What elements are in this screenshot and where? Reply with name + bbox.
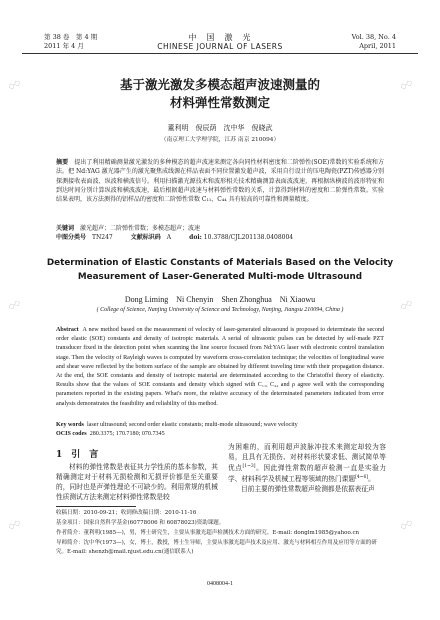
authors-cn: 董利明 倪辰荫 沈中华 倪晓武 [167,124,273,132]
authors-en: Dong Liming Ni Chenyin Shen Zhonghua Ni Xiaowu [124,295,316,304]
keywords-cn-text: 激光超声；二阶弹性常数；多模态超声；波速 [80,225,201,232]
keywords-en [56,421,298,430]
section-1-right-text-1: 为困难的，而利用超声波脉冲技术来测定却较为容易，且具有无损伤、对材料形状要求低、测试简单等优点 [228,443,386,473]
title-en-line-2: Measurement of Laser-Generated Multi-mode Ultrasound [77,272,363,282]
footnote-funding: 基金项目：国家自然科学基金(60778006 和 60878023)资助课题。 [56,520,225,526]
clc-label: 中图分类号 [56,234,87,241]
ocis-value: 280.3375; 170.7180; 070.7345 [89,431,165,437]
volume-issue-cn: 第 38 卷 第 4 期 [44,33,98,41]
section-1-number: 1 [56,450,63,460]
citation-ref-1: [1~3] [242,464,256,469]
abstract-cn [56,158,384,214]
affiliation-cn: （南京理工大学理学院，江苏 南京 210094） [160,137,280,143]
section-1-title: 引 言 [71,450,99,460]
abstract-en-label: Abstract [56,327,79,333]
background-mark: ◇◇ [6,297,22,312]
section-1-right-text-3: 。 [368,475,375,484]
keywords-cn [56,224,200,233]
footnote-advisor: 导师简介：沈中华(1973—)，女，博士，教授，博士生导师，主要从事激光超声技术及应用、激光与材料相互作用及应用等方面的研究。E-mail: shenzh@mail.njust.edu.cn(通信联系人) [56,540,377,555]
background-mark: ◇◇ [398,77,414,92]
date-cn: 2011 年 4 月 [44,42,84,50]
background-mark: ◇◇ [6,77,22,92]
footnote-received: 收稿日期：2010-09-21；收到修改稿日期：2010-11-16 [56,510,197,516]
abstract-cn-text: 提出了利用精确测量激光激发的多种模态的超声波速来测定各向同性材料密度和二阶弹性(SOE)常数的实验系统和方法。把 Nd:YAG 激光器产生的激光聚焦成线源在样品表面不同位置激发超声波，采用自行设计的压电陶瓷(PZT)传感器分别探测接收表面波、纵波和横波信号。利用扫描激光源技术和波形相关技术精确测算表面波波速，再根据纵横波的波形特征和到达时间分别计算纵波和横波波速，最后根据超声波速与材料弹性常数的关系，计算得到材料的密度和二阶弹性常数。实验结果表明，该方法测得的铝样品的密度和二阶弹性常数 C₁₁、C₄₄ 具有较高的可靠性和测量精度。 [56,159,384,204]
title-cn-line-2: 材料弹性常数测定 [169,95,270,110]
doc-code: A [166,234,172,241]
abstract-en-text: A new method based on the measurement of velocity of laser-generated ultrasound is proposed to determinate the second order elastic (SOE) constants and density of isotropic materials. A serial of ultrasonic pulses can be detected by self-made PZT transducer fixed in the detection point when scanning the line source focused from Nd:YAG laser with electronic control translation stage. Then the velocity of Rayleigh waves is computed by waveform cross-correlation technique; the velocities of longitudinal wave and shear wave reflected by the bottom surface of the sample are obtained by different traveling time with their propagation distance. At the end, the SOE constants and density of isotropic material are determinated according to the Christoffel theory of elasticity. Results show that the values of SOE constants and density which signed with C₁₁, C₄₄ and ρ agree well with the corresponding parameters reported in the existing papers. What's more, the relative accuracy of the determinated parameters indicated from error analysis demonstrates the feasibility and reliability of this method. [56,327,384,407]
section-1-right-text-4: 目前主要的弹性常数超声检测都是依据表征声 [241,485,375,494]
header-rule [22,53,418,54]
doc-code-label: 文献标识码 [130,234,161,241]
ocis-label: OCIS codes [56,431,87,437]
background-mark: ◇◇ [398,517,414,532]
keywords-cn-label: 关键词 [56,225,75,232]
ocis-codes [56,430,165,439]
title-en-line-1: Determination of Elastic Constants of Materials Based on the Velocity [46,258,394,268]
clc-code: TN247 [92,234,113,241]
footnote-rule [56,506,136,507]
section-1-right-text-2: 。因此弹性常数的超声检测一直是实验力学、材料科学及机械工程等领域的热门课题 [228,464,386,484]
affiliation-en: ( College of Science, Nanjing University of Science and Technology, Nanjing, Jiangsu 210094, China ) [96,307,344,313]
journal-name-en: CHINESE JOURNAL OF LASERS [157,42,283,51]
abstract-cn-label: 摘要 [56,159,69,166]
doi-value: 10.3788/CJL201138.0408004 [203,234,294,241]
page-number: 0408004-1 [207,581,233,587]
keywords-en-label: Key words [56,422,84,428]
section-1-heading [56,447,98,460]
classification-line [56,233,293,242]
citation-ref-2: [4~6] [355,475,369,481]
title-cn-line-1: 基于激光激发多模态超声波速测量的 [119,77,320,92]
journal-name-cn: 中 国 激 光 [188,33,252,42]
keywords-en-text: laser ultrasound; second order elastic constants; multi-mode ultrasound; wave velocity [86,422,298,428]
background-mark: ◇◇ [6,517,22,532]
section-1-right-column [228,442,386,512]
background-mark: ◇◇ [398,297,414,312]
doi-label: doi: [189,234,202,241]
section-1-left-column: 材料的弹性常数是表征其力学性质的基本参数，其精确测定对于材料无损检测和无损评价都是至关重要的，同时也是声弹性理论不可缺少的。利用常规的机械性质测试方法来测定材料弹性常数是较 [56,463,218,501]
volume-issue-en: Vol. 38, No. 4 [351,33,396,41]
footnote-author: 作者简介：董利明(1985—)，男，博士研究生，主要从事激光超声检测技术方面的研究。E-mail: donglm1985@yahoo.cn [56,530,360,536]
date-en: April, 2011 [359,42,396,50]
abstract-en [56,326,384,420]
